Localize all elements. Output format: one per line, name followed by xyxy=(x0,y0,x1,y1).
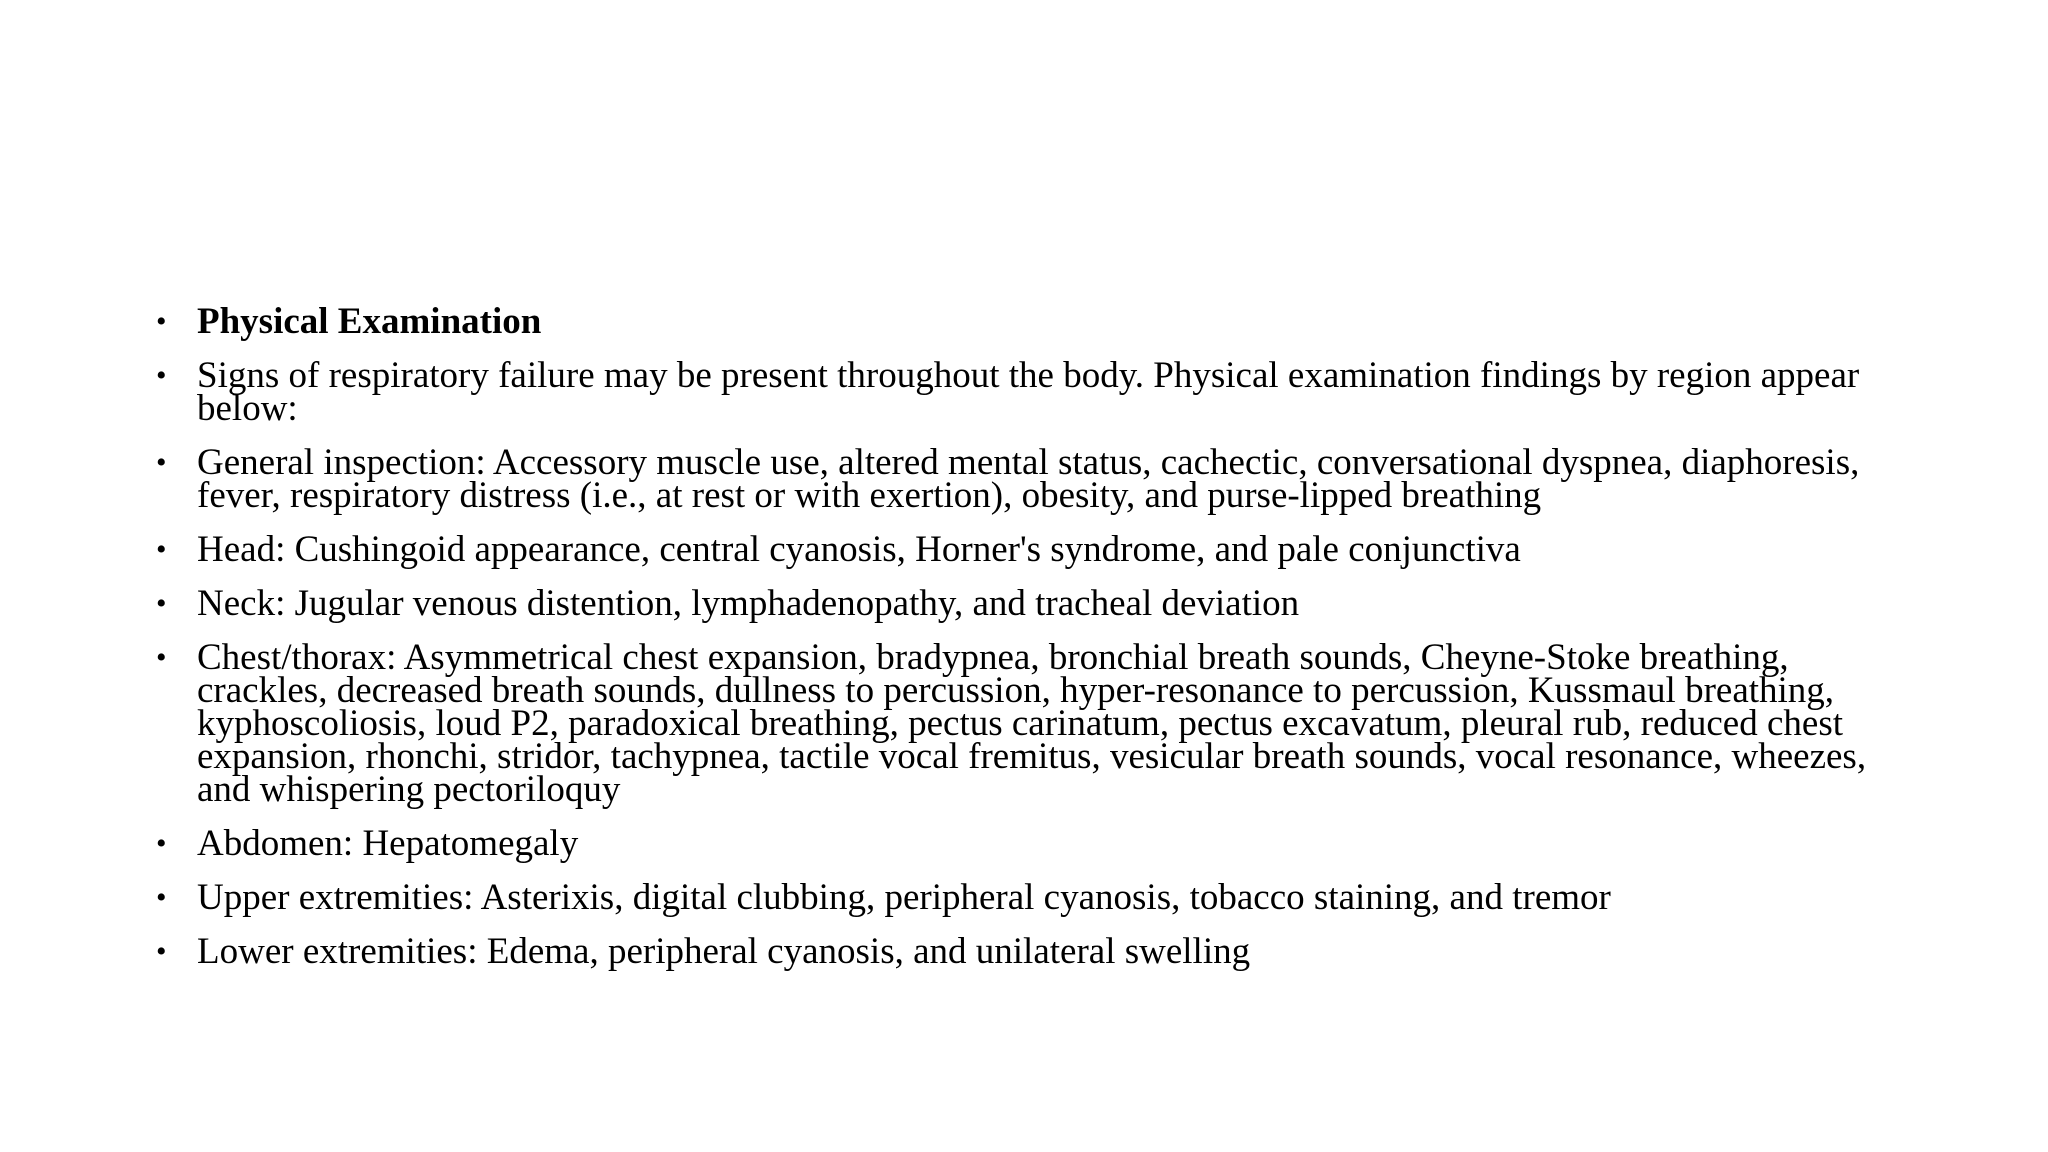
bullet-icon: • xyxy=(156,827,167,860)
bullet-text: General inspection: Accessory muscle use, altered mental status, cachectic, conversational dyspnea, diaphoresis, fever, respiratory distress (i.e., at rest or with exertion), obesity, and purse-lipped breathing xyxy=(197,442,1860,516)
bullet-list xyxy=(148,301,1908,989)
bullet-text: Abdomen: Hepatomegaly xyxy=(197,823,579,864)
bullet-icon: • xyxy=(156,881,167,914)
bullet-item-chest-thorax xyxy=(148,637,1908,810)
bullet-item-general-inspection xyxy=(148,442,1908,516)
bullet-icon: • xyxy=(156,305,167,338)
bullet-icon: • xyxy=(156,935,167,968)
bullet-text: Neck: Jugular venous distention, lymphadenopathy, and tracheal deviation xyxy=(197,583,1300,624)
bullet-text: Chest/thorax: Asymmetrical chest expansion, bradypnea, bronchial breath sounds, Cheyne-Stoke breathing, crackles, decreased breath sounds, dullness to percussion, hyper-resonance to percussion, Kussmaul breathing, kyphoscoliosis, loud P2, paradoxical breathing, pectus carinatum, pectus excavatum, pleural rub, reduced chest expansion, rhonchi, stridor, tachypnea, tactile vocal fremitus, vesicular breath sounds, vocal resonance, wheezes, and whispering pectoriloquy xyxy=(197,637,1867,810)
bullet-item-lower-extremities xyxy=(148,931,1908,972)
bullet-text: Lower extremities: Edema, peripheral cyanosis, and unilateral swelling xyxy=(197,931,1251,972)
bullet-item-intro xyxy=(148,355,1908,429)
bullet-icon: • xyxy=(156,641,167,674)
bullet-item-head xyxy=(148,529,1908,570)
bullet-text: Signs of respiratory failure may be present throughout the body. Physical examination findings by region appear below: xyxy=(197,355,1860,429)
bullet-item-upper-extremities xyxy=(148,877,1908,918)
bullet-icon: • xyxy=(156,446,167,479)
bullet-icon: • xyxy=(156,587,167,620)
bullet-text: Upper extremities: Asterixis, digital clubbing, peripheral cyanosis, tobacco staining, and tremor xyxy=(197,877,1611,918)
bullet-item-physical-examination xyxy=(148,301,1908,342)
bullet-text: Head: Cushingoid appearance, central cyanosis, Horner's syndrome, and pale conjunctiva xyxy=(197,529,1521,570)
bullet-item-neck xyxy=(148,583,1908,624)
bullet-icon: • xyxy=(156,533,167,566)
bullet-item-abdomen xyxy=(148,823,1908,864)
section-heading: Physical Examination xyxy=(197,301,542,342)
bullet-icon: • xyxy=(156,359,167,392)
